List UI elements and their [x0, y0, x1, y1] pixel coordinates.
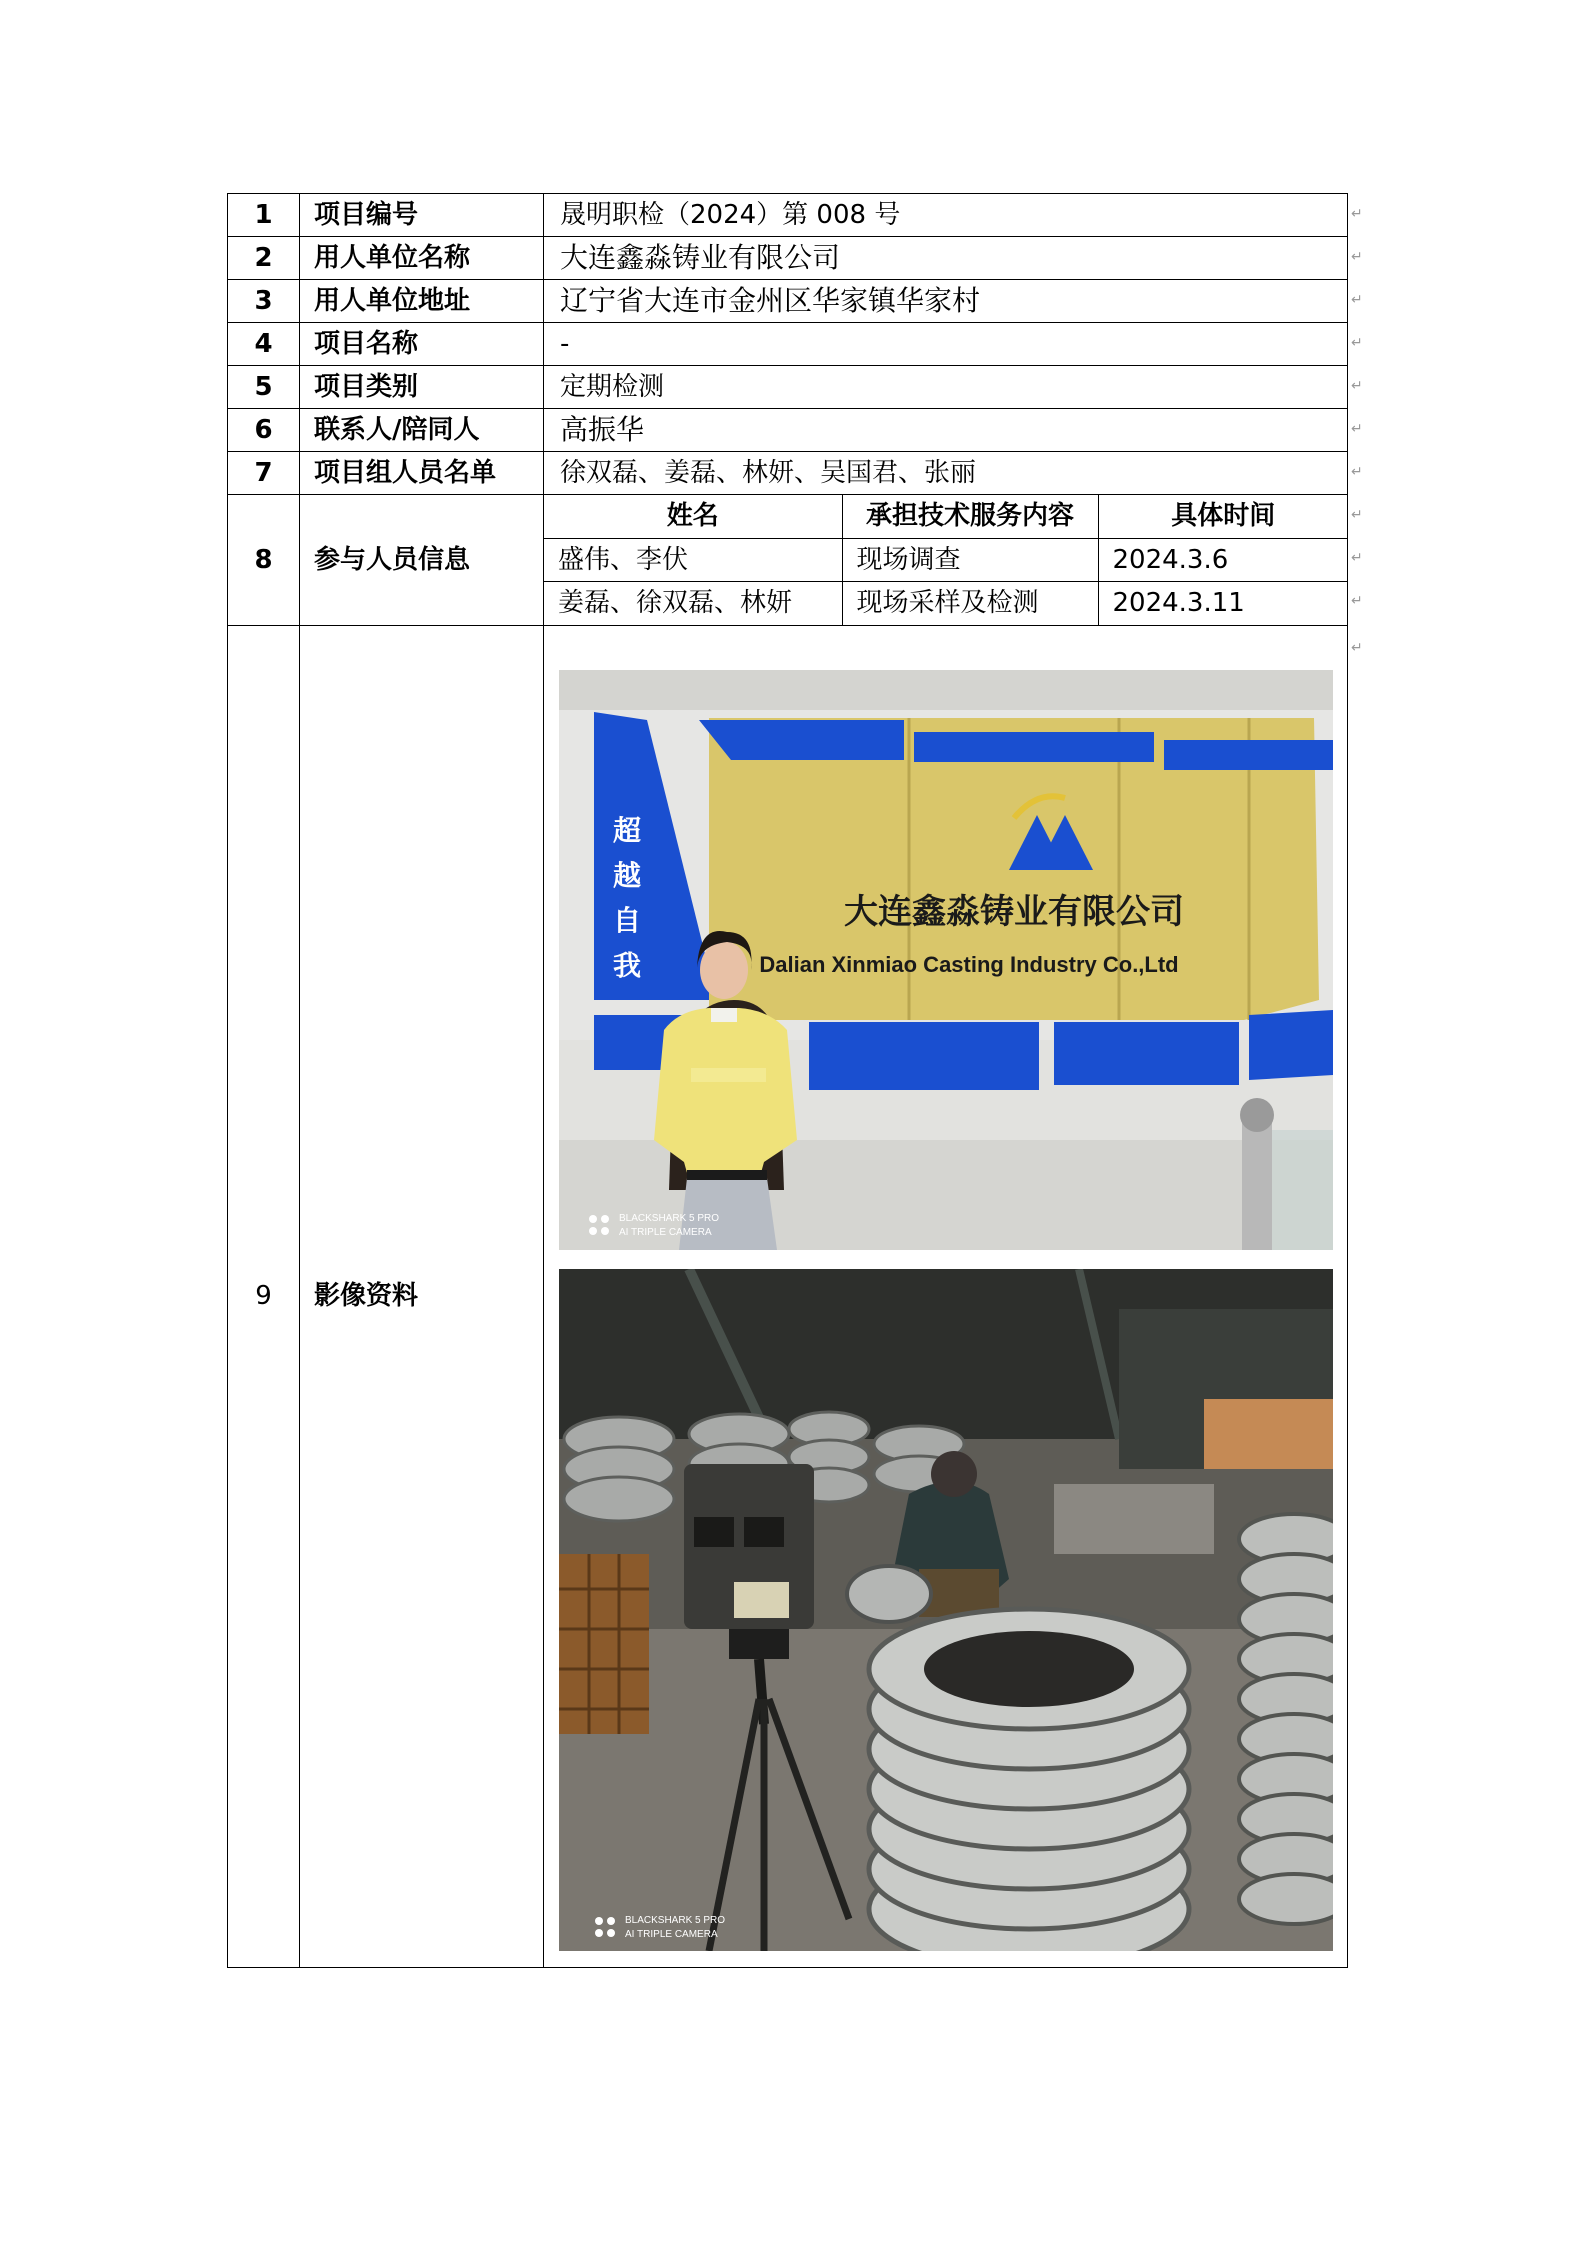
participant-task: 现场采样及检测	[842, 582, 1098, 625]
camera-watermark: AI TRIPLE CAMERA	[625, 1929, 718, 1940]
row-label: 项目类别	[300, 366, 544, 409]
header-task: 承担技术服务内容	[842, 495, 1098, 538]
participants-table	[544, 495, 1348, 625]
employer-address-value: 辽宁省大连市金州区华家镇华家村	[544, 280, 1348, 323]
paragraph-mark: ↵	[1351, 249, 1363, 265]
photo-workshop	[559, 1269, 1333, 1951]
paragraph-mark: ↵	[1351, 421, 1363, 437]
contact-person-value: 高振华	[544, 409, 1348, 452]
header-date: 具体时间	[1098, 495, 1348, 538]
company-sign-cn: 大连鑫淼铸业有限公司	[844, 892, 1184, 932]
row-label: 影像资料	[300, 626, 544, 1968]
row-images	[228, 626, 1348, 1968]
row-number: 1	[228, 194, 300, 237]
row-project-number	[228, 194, 1348, 237]
row-label: 项目名称	[300, 323, 544, 366]
participant-date: 2024.3.11	[1112, 588, 1245, 619]
slogan-char: 超	[612, 815, 642, 846]
row-number: 9	[228, 626, 300, 1968]
paragraph-mark: ↵	[1351, 507, 1363, 523]
participant-name: 姜磊、徐双磊、林妍	[544, 582, 842, 625]
project-number-value: 晟明职检（2024）第 008 号	[544, 194, 1348, 237]
info-table	[227, 193, 1348, 1968]
paragraph-mark: ↵	[1351, 593, 1363, 609]
row-label: 用人单位名称	[300, 237, 544, 280]
participant-task: 现场调查	[842, 538, 1098, 581]
participants-cell	[544, 495, 1348, 626]
participant-name: 盛伟、李伏	[544, 538, 842, 581]
slogan-char: 越	[612, 860, 642, 891]
row-label: 项目编号	[300, 194, 544, 237]
row-number: 4	[228, 323, 300, 366]
row-employer-name	[228, 237, 1348, 280]
row-number: 8	[228, 495, 300, 626]
participant-date: 2024.3.6	[1098, 538, 1348, 581]
row-label: 用人单位地址	[300, 280, 544, 323]
table-row	[544, 538, 1348, 581]
row-number: 6	[228, 409, 300, 452]
employer-name-value: 大连鑫淼铸业有限公司	[544, 237, 1348, 280]
row-label: 项目组人员名单	[300, 452, 544, 495]
camera-watermark: BLACKSHARK 5 PRO	[619, 1213, 720, 1224]
paragraph-mark: ↵	[1351, 335, 1363, 351]
row-participants	[228, 495, 1348, 626]
row-number: 3	[228, 280, 300, 323]
header-name: 姓名	[544, 495, 842, 538]
paragraph-mark: ↵	[1351, 550, 1363, 566]
row-contact-person	[228, 409, 1348, 452]
slogan-char: 我	[612, 950, 642, 981]
camera-watermark: AI TRIPLE CAMERA	[619, 1227, 712, 1238]
row-number: 5	[228, 366, 300, 409]
inspection-info-sheet	[227, 193, 1363, 1968]
row-label: 联系人/陪同人	[300, 409, 544, 452]
paragraph-mark: ↵	[1351, 378, 1363, 394]
paragraph-mark: ↵	[1351, 640, 1363, 656]
row-number: 2	[228, 237, 300, 280]
images-cell	[544, 626, 1348, 1968]
camera-watermark: BLACKSHARK 5 PRO	[625, 1915, 726, 1926]
project-category-value: 定期检测	[544, 366, 1348, 409]
paragraph-mark: ↵	[1351, 464, 1363, 480]
row-project-name	[228, 323, 1348, 366]
row-number: 7	[228, 452, 300, 495]
paragraph-mark: ↵	[1351, 292, 1363, 308]
project-name-value: -	[544, 323, 1348, 366]
row-label: 参与人员信息	[300, 495, 544, 626]
slogan-char: 自	[612, 905, 642, 936]
paragraph-mark: ↵	[1351, 206, 1363, 222]
row-team-members	[228, 452, 1348, 495]
table-row	[544, 582, 1348, 625]
company-sign-en: Dalian Xinmiao Casting Industry Co.,Ltd	[759, 952, 1179, 977]
photo-company-sign	[559, 670, 1333, 1250]
row-project-category	[228, 366, 1348, 409]
team-members-value: 徐双磊、姜磊、林妍、吴国君、张丽	[544, 452, 1348, 495]
row-employer-address	[228, 280, 1348, 323]
